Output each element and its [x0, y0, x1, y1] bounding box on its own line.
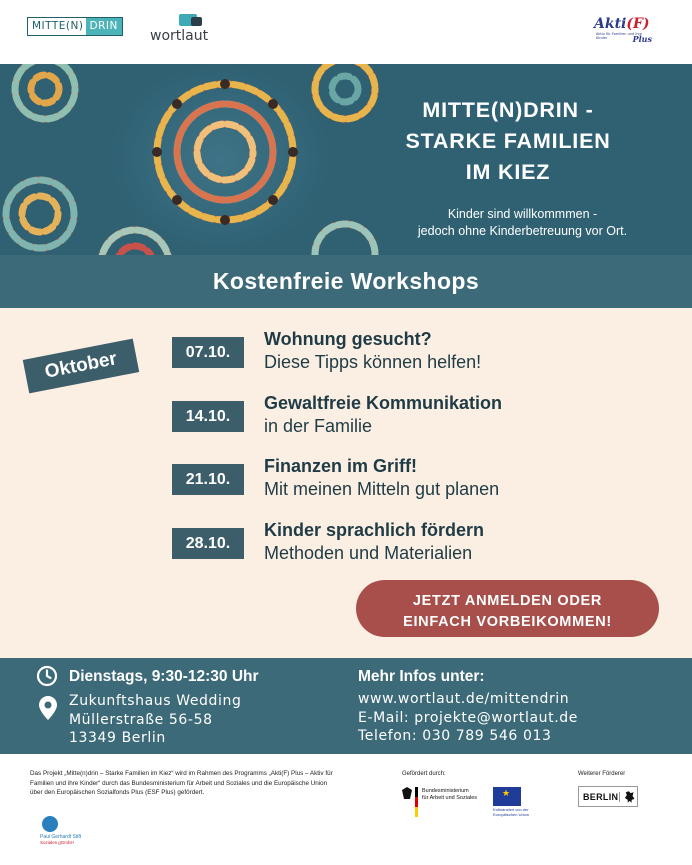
mittendrin-logo-left: MITTE(N) [28, 18, 86, 35]
hero-banner [0, 64, 692, 255]
email-link[interactable]: E-Mail: projekte@wortlaut.de [358, 709, 578, 726]
location-pin-icon [39, 696, 57, 720]
cta-line: EINFACH VORBEIKOMMEN! [403, 614, 612, 630]
workshop-item [172, 392, 592, 442]
paul-gerhardt-stift-logo [40, 816, 90, 856]
aktif-plus-logo [594, 16, 654, 46]
aktif-logo-f: (F) [626, 16, 650, 32]
aktif-logo-sub: Aktiv für Familien und ihre Kinder [596, 32, 643, 40]
wortlaut-logo-text: wortlaut [150, 28, 209, 44]
month-badge: Oktober [23, 339, 139, 394]
workshops-heading: Kostenfreie Workshops [0, 255, 692, 308]
speech-bubble-icon-small [191, 17, 202, 26]
workshop-subtitle: in der Familie [264, 416, 373, 436]
eu-flag-icon [493, 787, 521, 806]
wortlaut-logo [150, 14, 210, 48]
funding-statement: Das Projekt „Mitte(n)drin – Starke Familien im Kiez“ wird im Rahmen des Programms „Akti(F) Plus – Aktiv für Familien und ihre Kinder“ durch das Bundesministerium für Arbeit und Soziales und die Europäische Union über den Europäischen Sozialfonds Plus (ESF Plus) gefördert. [30, 770, 333, 796]
workshop-title: Gewaltfreie Kommunikation [264, 393, 503, 413]
german-flag-stripe [415, 787, 418, 817]
workshop-subtitle: Diese Tipps können helfen! [264, 352, 482, 372]
hero-subtitle [380, 206, 665, 240]
info-bar [0, 658, 692, 754]
bmas-logo [402, 787, 482, 817]
address-line: Zukunftshaus Wedding [69, 693, 242, 709]
pgs-emblem-icon [42, 816, 58, 832]
hero-title-line: IM KIEZ [465, 160, 551, 184]
further-sponsor-label: Weiterer Förderer [578, 771, 626, 777]
ministry-line: Bundesministerium [422, 788, 469, 794]
mittendrin-logo-right: DRIN [86, 18, 121, 35]
hero-title-line: MITTE(N)DRIN - [422, 98, 594, 122]
workshop-date: 28.10. [172, 528, 244, 559]
berlin-logo [578, 786, 638, 807]
aktif-logo-plus: Plus [632, 34, 652, 44]
workshop-title: Finanzen im Griff! [264, 456, 417, 476]
workshop-title: Kinder sprachlich fördern [264, 520, 485, 540]
address-line: 13349 Berlin [69, 730, 166, 746]
pgs-name: Paul Gerhardt Stift [40, 834, 82, 840]
berlin-bear-icon [622, 789, 637, 805]
more-info-heading: Mehr Infos unter: [358, 668, 485, 685]
mittendrin-logo [27, 17, 123, 36]
schedule-text: Dienstags, 9:30-12:30 Uhr [69, 668, 259, 685]
footer [0, 754, 692, 865]
logo-row [0, 0, 692, 64]
workshop-subtitle: Mit meinen Mitteln gut planen [264, 479, 500, 499]
workshop-title: Wohnung gesucht? [264, 329, 432, 349]
hero-title [388, 95, 628, 188]
address-block [69, 692, 241, 748]
aktif-logo-word: Akti [594, 16, 627, 32]
contact-block [358, 690, 578, 746]
workshop-subtitle: Methoden und Materialien [264, 543, 473, 563]
website-link[interactable]: www.wortlaut.de/mittendrin [358, 691, 570, 707]
workshop-item [172, 455, 592, 505]
workshop-date: 07.10. [172, 337, 244, 368]
ministry-name [422, 788, 477, 801]
hero-title-line: STARKE FAMILIEN [405, 129, 611, 153]
hero-subtitle-line: jedoch ohne Kinderbetreuung vor Ort. [417, 224, 628, 238]
ministry-line: für Arbeit und Soziales [422, 794, 478, 801]
eu-logo [493, 787, 533, 821]
eu-text-line: Europäischen Union [493, 811, 530, 817]
register-cta-button[interactable] [356, 580, 659, 637]
cta-line: JETZT ANMELDEN ODER [412, 593, 603, 609]
phone-number[interactable]: Telefon: 030 789 546 013 [358, 728, 552, 744]
hero-subtitle-line: Kinder sind willkommmen - [447, 207, 598, 221]
workshop-item [172, 328, 592, 378]
eu-text-line: Kofinanziert von der [493, 807, 529, 812]
people-circles-illustration [0, 64, 380, 255]
workshop-item [172, 519, 592, 569]
eagle-icon [402, 787, 412, 799]
workshop-date: 21.10. [172, 464, 244, 495]
funded-by-label: Gefördert durch: [402, 771, 446, 777]
eu-text [493, 808, 533, 817]
pgs-sub: Soziales gGmbH [40, 840, 74, 845]
address-line: Müllerstraße 56-58 [69, 711, 213, 728]
berlin-logo-text: BERLIN [579, 792, 620, 802]
clock-icon [36, 665, 58, 687]
aktif-logo-main [594, 16, 654, 32]
workshop-date: 14.10. [172, 401, 244, 432]
